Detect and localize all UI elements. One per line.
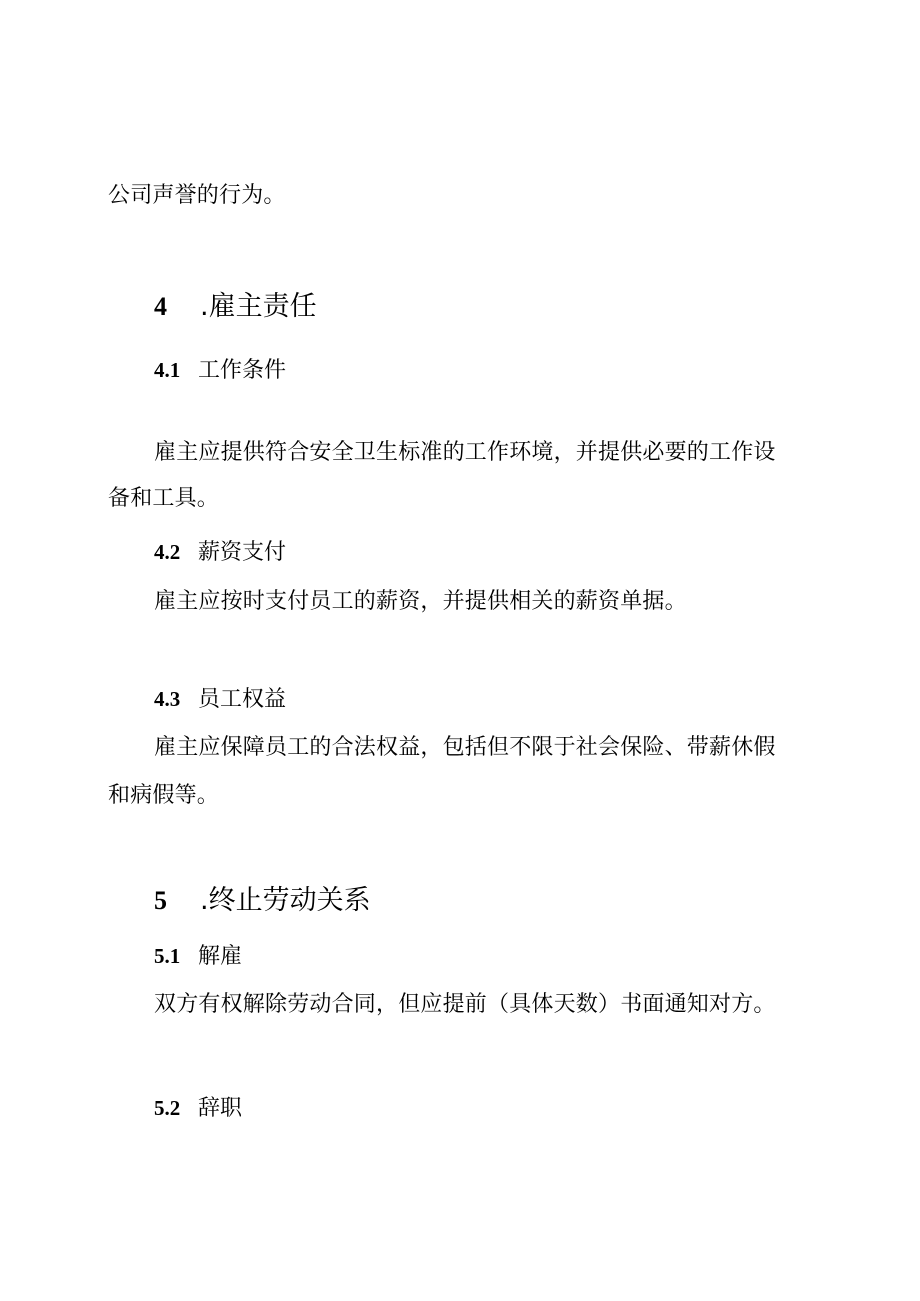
subsection-title: 薪资支付 (198, 540, 287, 565)
subsection-heading-4-1 (154, 355, 286, 386)
paragraph-line: 雇主应按时支付员工的薪资，并提供相关的薪资单据。 (154, 589, 687, 614)
subsection-heading-4-2 (154, 537, 286, 568)
subsection-title: 解雇 (198, 944, 243, 969)
subsection-number: 5.1 (154, 944, 181, 968)
subsection-number: 4.3 (154, 687, 181, 711)
subsection-number: 4.2 (154, 540, 181, 564)
paragraph-continuation: 公司声誉的行为。 (108, 183, 286, 208)
subsection-number: 5.2 (154, 1096, 181, 1120)
section-title: .雇主责任 (200, 291, 317, 322)
subsection-heading-5-1 (154, 941, 242, 972)
paragraph-line: 雇主应保障员工的合法权益，包括但不限于社会保险、带薪休假 (154, 735, 776, 760)
paragraph-line: 雇主应提供符合安全卫生标准的工作环境，并提供必要的工作设 (154, 440, 776, 465)
subsection-title: 辞职 (198, 1096, 243, 1121)
subsection-heading-4-3 (154, 684, 286, 715)
paragraph-line: 双方有权解除劳动合同，但应提前（具体天数）书面通知对方。 (154, 992, 776, 1017)
subsection-title: 员工权益 (198, 687, 287, 712)
subsection-title: 工作条件 (198, 358, 287, 383)
section-number: 4 (154, 292, 167, 321)
section-title: .终止劳动关系 (200, 885, 371, 916)
subsection-heading-5-2 (154, 1093, 242, 1124)
subsection-number: 4.1 (154, 358, 181, 382)
section-heading-4 (154, 290, 317, 324)
paragraph-line: 和病假等。 (108, 783, 220, 808)
section-heading-5 (154, 884, 371, 918)
section-number: 5 (154, 886, 167, 915)
paragraph-line: 备和工具。 (108, 486, 220, 511)
